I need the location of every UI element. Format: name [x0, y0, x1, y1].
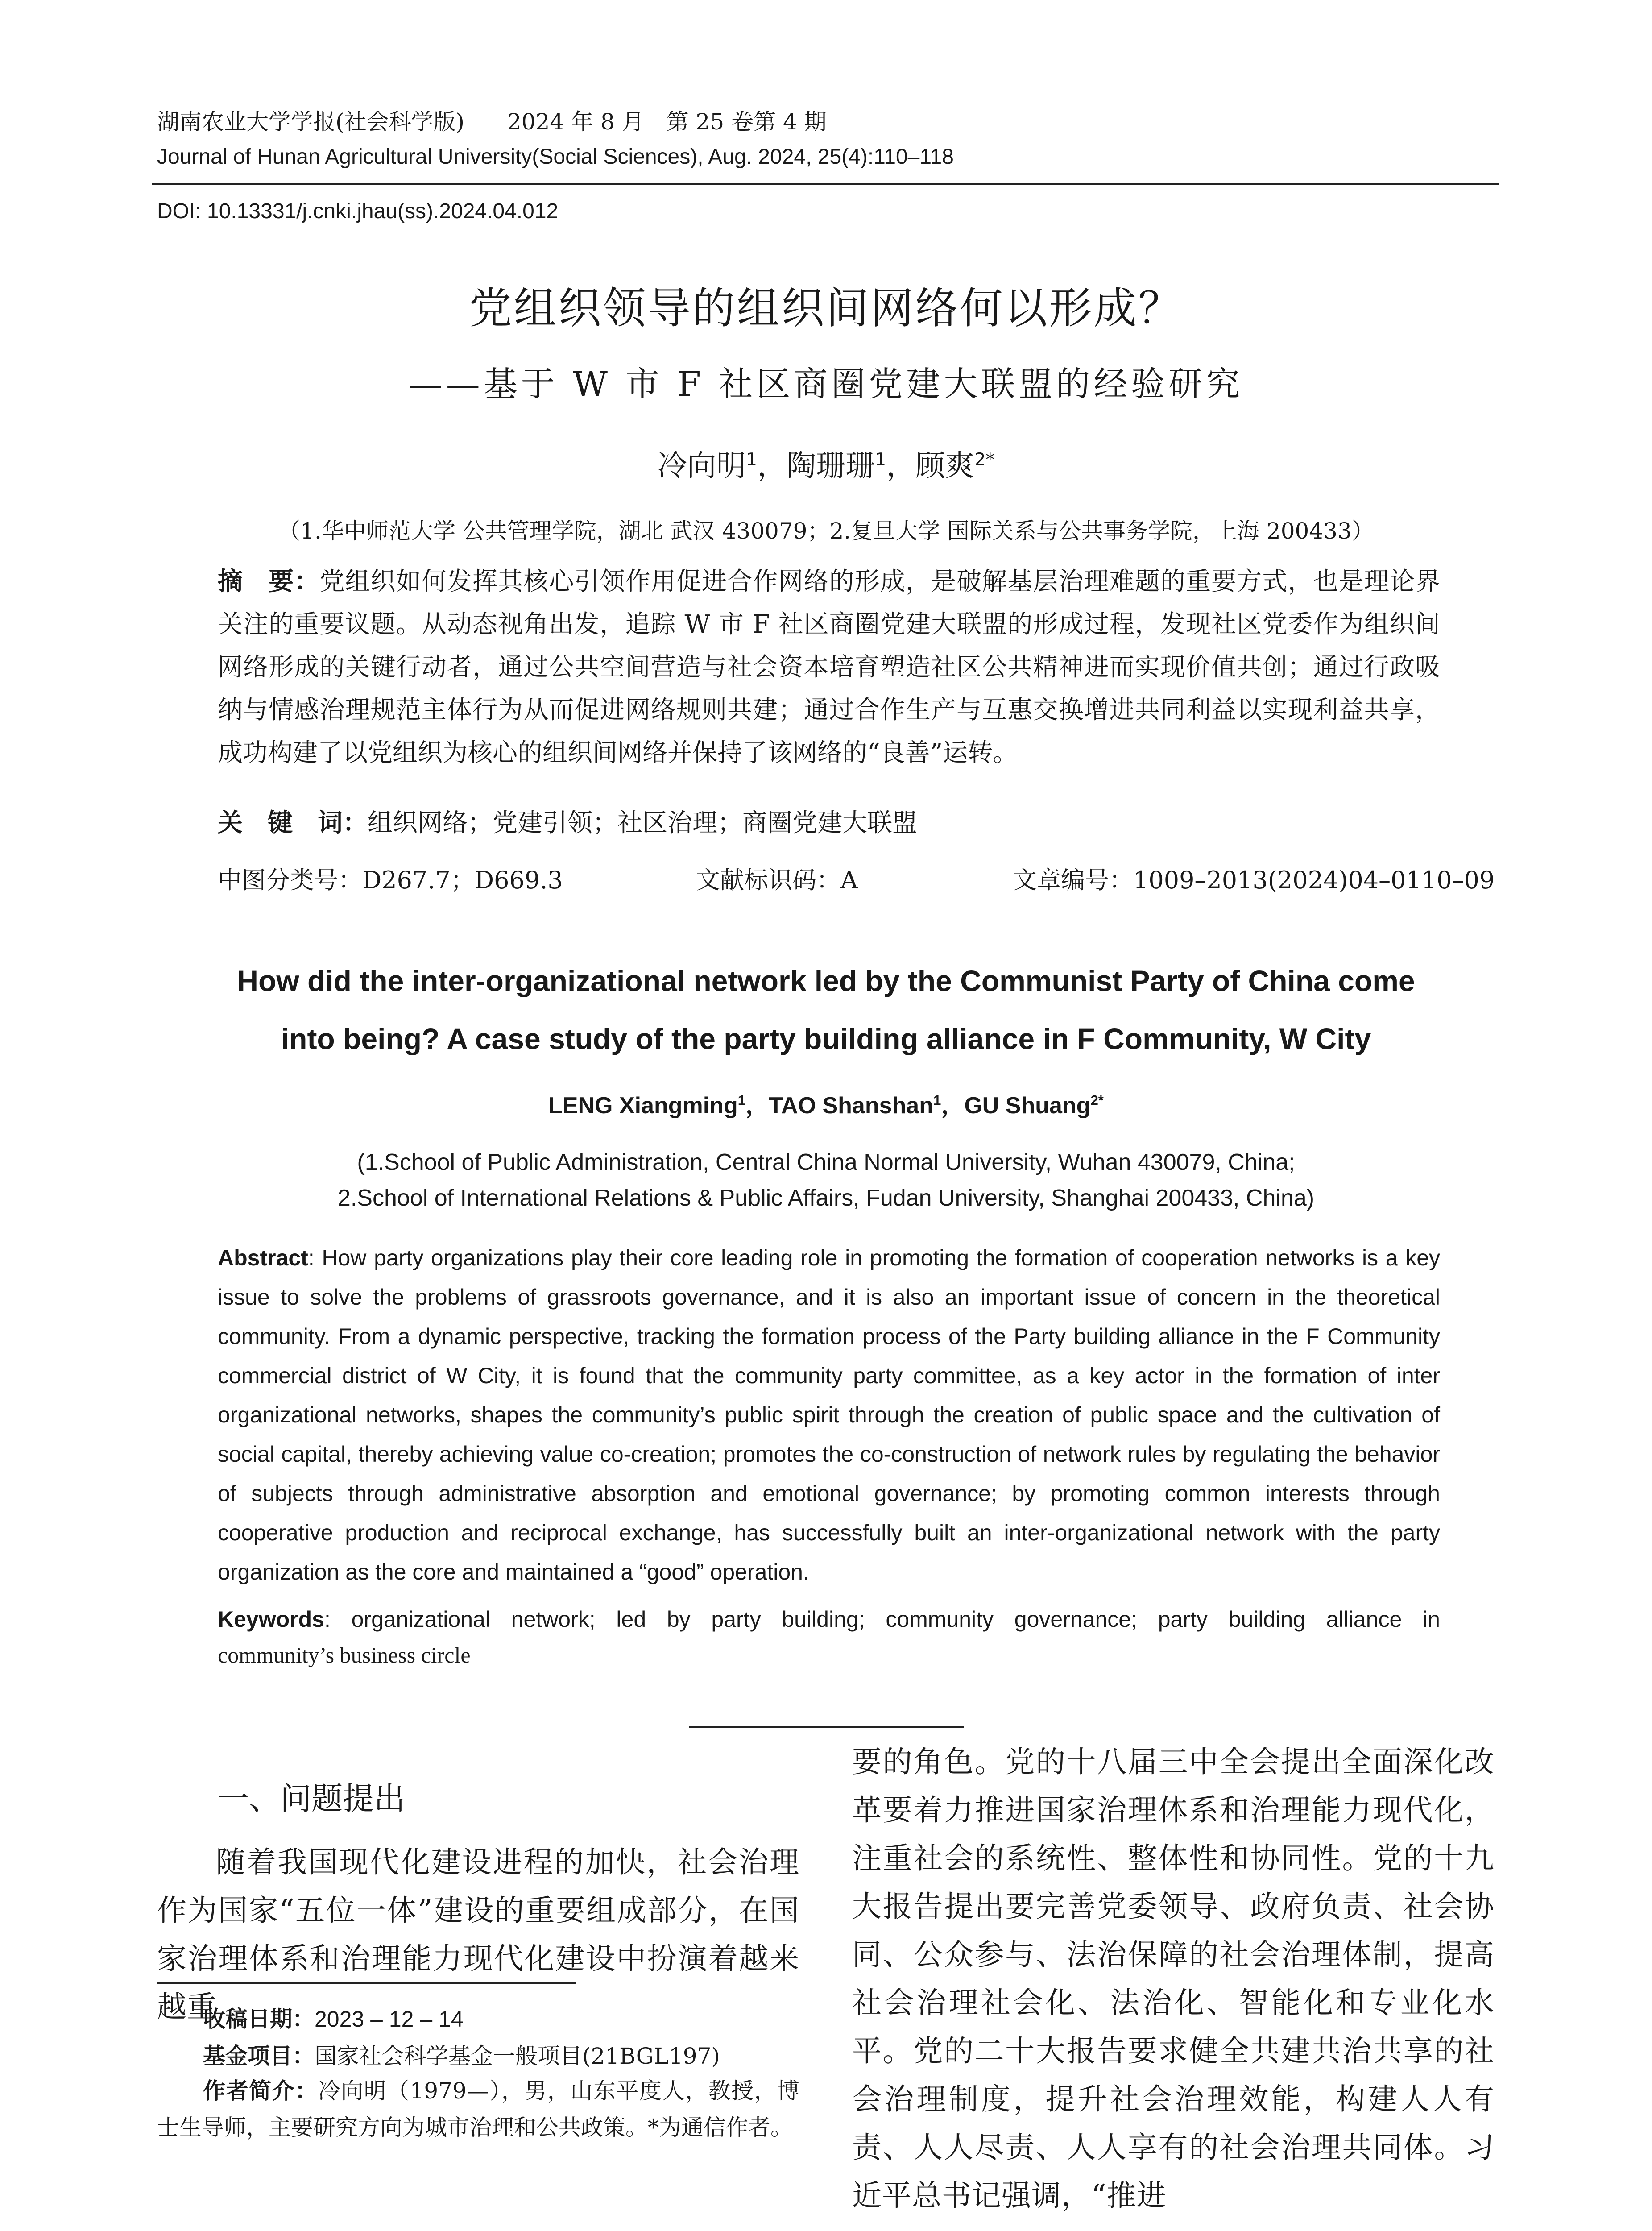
- author-1-en: LENG Xiangming: [548, 1093, 738, 1119]
- author-3-cn: 顾爽: [915, 448, 975, 483]
- keywords-en-continued: community’s business circle: [218, 1642, 471, 1667]
- header-rule: [152, 183, 1499, 185]
- keywords-en-label: Keywords: [218, 1607, 324, 1632]
- footnote-author-bio: 作者简介：冷向明（1979—），男，山东平度人，教授，博士生导师，主要研究方向为城市治理和公共政策。*为通信作者。: [157, 2078, 800, 2140]
- keywords-cn-label: 关 键 词：: [218, 808, 368, 838]
- doi: DOI: 10.13331/j.cnki.jhau(ss).2024.04.012: [157, 199, 559, 223]
- subtitle-cn: ——基于 W 市 F 社区商圈党建大联盟的经验研究: [408, 364, 1244, 404]
- author-3-en: GU Shuang: [964, 1093, 1091, 1119]
- journal-header-en: Journal of Hunan Agricultural University(Social Sciences), Aug. 2024, 25(4):110–118: [157, 145, 954, 169]
- journal-header-cn: [157, 111, 827, 133]
- keywords-cn-text: 组织网络；党建引领；社区治理；商圈党建大联盟: [368, 809, 917, 838]
- affiliation-en-line1: (1.School of Public Administration, Central China Normal University, Wuhan 430079, China;: [357, 1149, 1295, 1175]
- footnote-received: 收稿日期：2023 – 12 – 14: [203, 2006, 464, 2032]
- journal-name-cn: 湖南农业大学学报(社会科学版): [157, 109, 465, 135]
- abstract-cn-text: 党组织如何发挥其核心引领作用促进合作网络的形成，是破解基层治理难题的重要方式，也是理论界关注的重要议题。从动态视角出发，追踪 W 市 F 社区商圈党建大联盟的形成过程，发现社区党委作为组织间网络形成的关键行动者，通过公共空间营造与社会资本培育塑造社区公共精神进而实现价值共创；通过行政吸纳与情感治理规范主体行为从而促进网络规则共建；通过合作生产与互惠交换增进共同利益以实现利益共享，成功构建了以党组织为核心的组织间网络并保持了该网络的“良善”运转。: [218, 567, 1441, 767]
- abstract-cn-label: 摘 要：: [218, 567, 320, 596]
- issue-info-cn: 2024 年 8 月 第 25 卷第 4 期: [507, 109, 827, 135]
- abstract-en: [218, 1238, 1440, 1592]
- abstract-cn: [218, 560, 1440, 775]
- title-cn: 党组织领导的组织间网络何以形成？: [469, 283, 1183, 333]
- title-en-line2: into being? A case study of the party building alliance in F Community, W City: [281, 1022, 1371, 1055]
- document-code: 文献标识码：A: [696, 866, 858, 894]
- author-1-cn: 冷向明: [657, 448, 746, 483]
- abstract-en-text: : How party organizations play their core leading role in promoting the formation of cooperation networks is a key issue to solve the problems of grassroots governance, and it is also an important issue of concern in the theoretical community. From a dynamic perspective, tracking the formation process of the Party building alliance in the F Community commercial district of W City, it is found that the community party committee, as a key actor in the formation of inter organizational networks, shapes the community’s public spirit through the creation of public space and the cultivation of social capital, thereby achieving value co-creation; promotes the co-construction of network rules by regulating the behavior of subjects through administrative absorption and emotional governance; by promoting common interests through cooperative production and reciprocal exchange, has successfully built an inter-organizational network with the party organization as the core and maintained a “good” operation.: [218, 1245, 1440, 1584]
- affiliation-cn: （1.华中师范大学 公共管理学院，湖北 武汉 430079；2.复旦大学 国际关系与公共事务学院，上海 200433）: [278, 518, 1374, 544]
- body-para-left: 随着我国现代化建设进程的加快，社会治理作为国家“五位一体”建设的重要组成部分，在国家治理体系和治理能力现代化建设中扮演着越来越重: [157, 1845, 799, 2024]
- section-heading: 一、问题提出: [218, 1780, 405, 1817]
- author-2-cn: 陶珊珊: [787, 448, 875, 483]
- keywords-en-text: : organizational network; led by party building; community governance; party building alliance in: [324, 1607, 1440, 1632]
- authors-en: LENG Xiangming$^1$，TAO Shanshan$^1$，GU Shuang$^{2*}$: [548, 1092, 1104, 1119]
- keywords-en: [218, 1600, 1440, 1639]
- authors-cn: 冷向明$^1$，陶珊珊$^1$，顾爽$^{2*}$: [657, 448, 995, 483]
- section-separator: [689, 1726, 964, 1728]
- article-number: 文章编号：1009–2013(2024)04–0110–09: [1013, 866, 1495, 894]
- author-2-en: TAO Shanshan: [769, 1093, 933, 1119]
- keywords-cn: [218, 803, 917, 839]
- affiliation-en-line2: 2.School of International Relations & Public Affairs, Fudan University, Shanghai 200433, China): [337, 1185, 1315, 1211]
- abstract-en-label: Abstract: [218, 1245, 308, 1270]
- body-para-right: 要的角色。党的十八届三中全会提出全面深化改革要着力推进国家治理体系和治理能力现代化，注重社会的系统性、整体性和协同性。党的十九大报告提出要完善党委领导、政府负责、社会协同、公众参与、法治保障的社会治理体制，提高社会治理社会化、法治化、智能化和专业化水平。党的二十大报告要求健全共建共治共享的社会治理制度，提升社会治理效能，构建人人有责、人人尽责、人人享有的社会治理共同体。习近平总书记强调，“推进: [852, 1745, 1495, 2213]
- footnote-rule: [157, 1982, 576, 1984]
- footnote-fund: 基金项目：国家社会科学基金一般项目(21BGL197): [203, 2043, 720, 2069]
- clc-number: 中图分类号：D267.7；D669.3: [218, 866, 563, 894]
- title-en-line1: How did the inter-organizational network led by the Communist Party of China come: [237, 964, 1415, 997]
